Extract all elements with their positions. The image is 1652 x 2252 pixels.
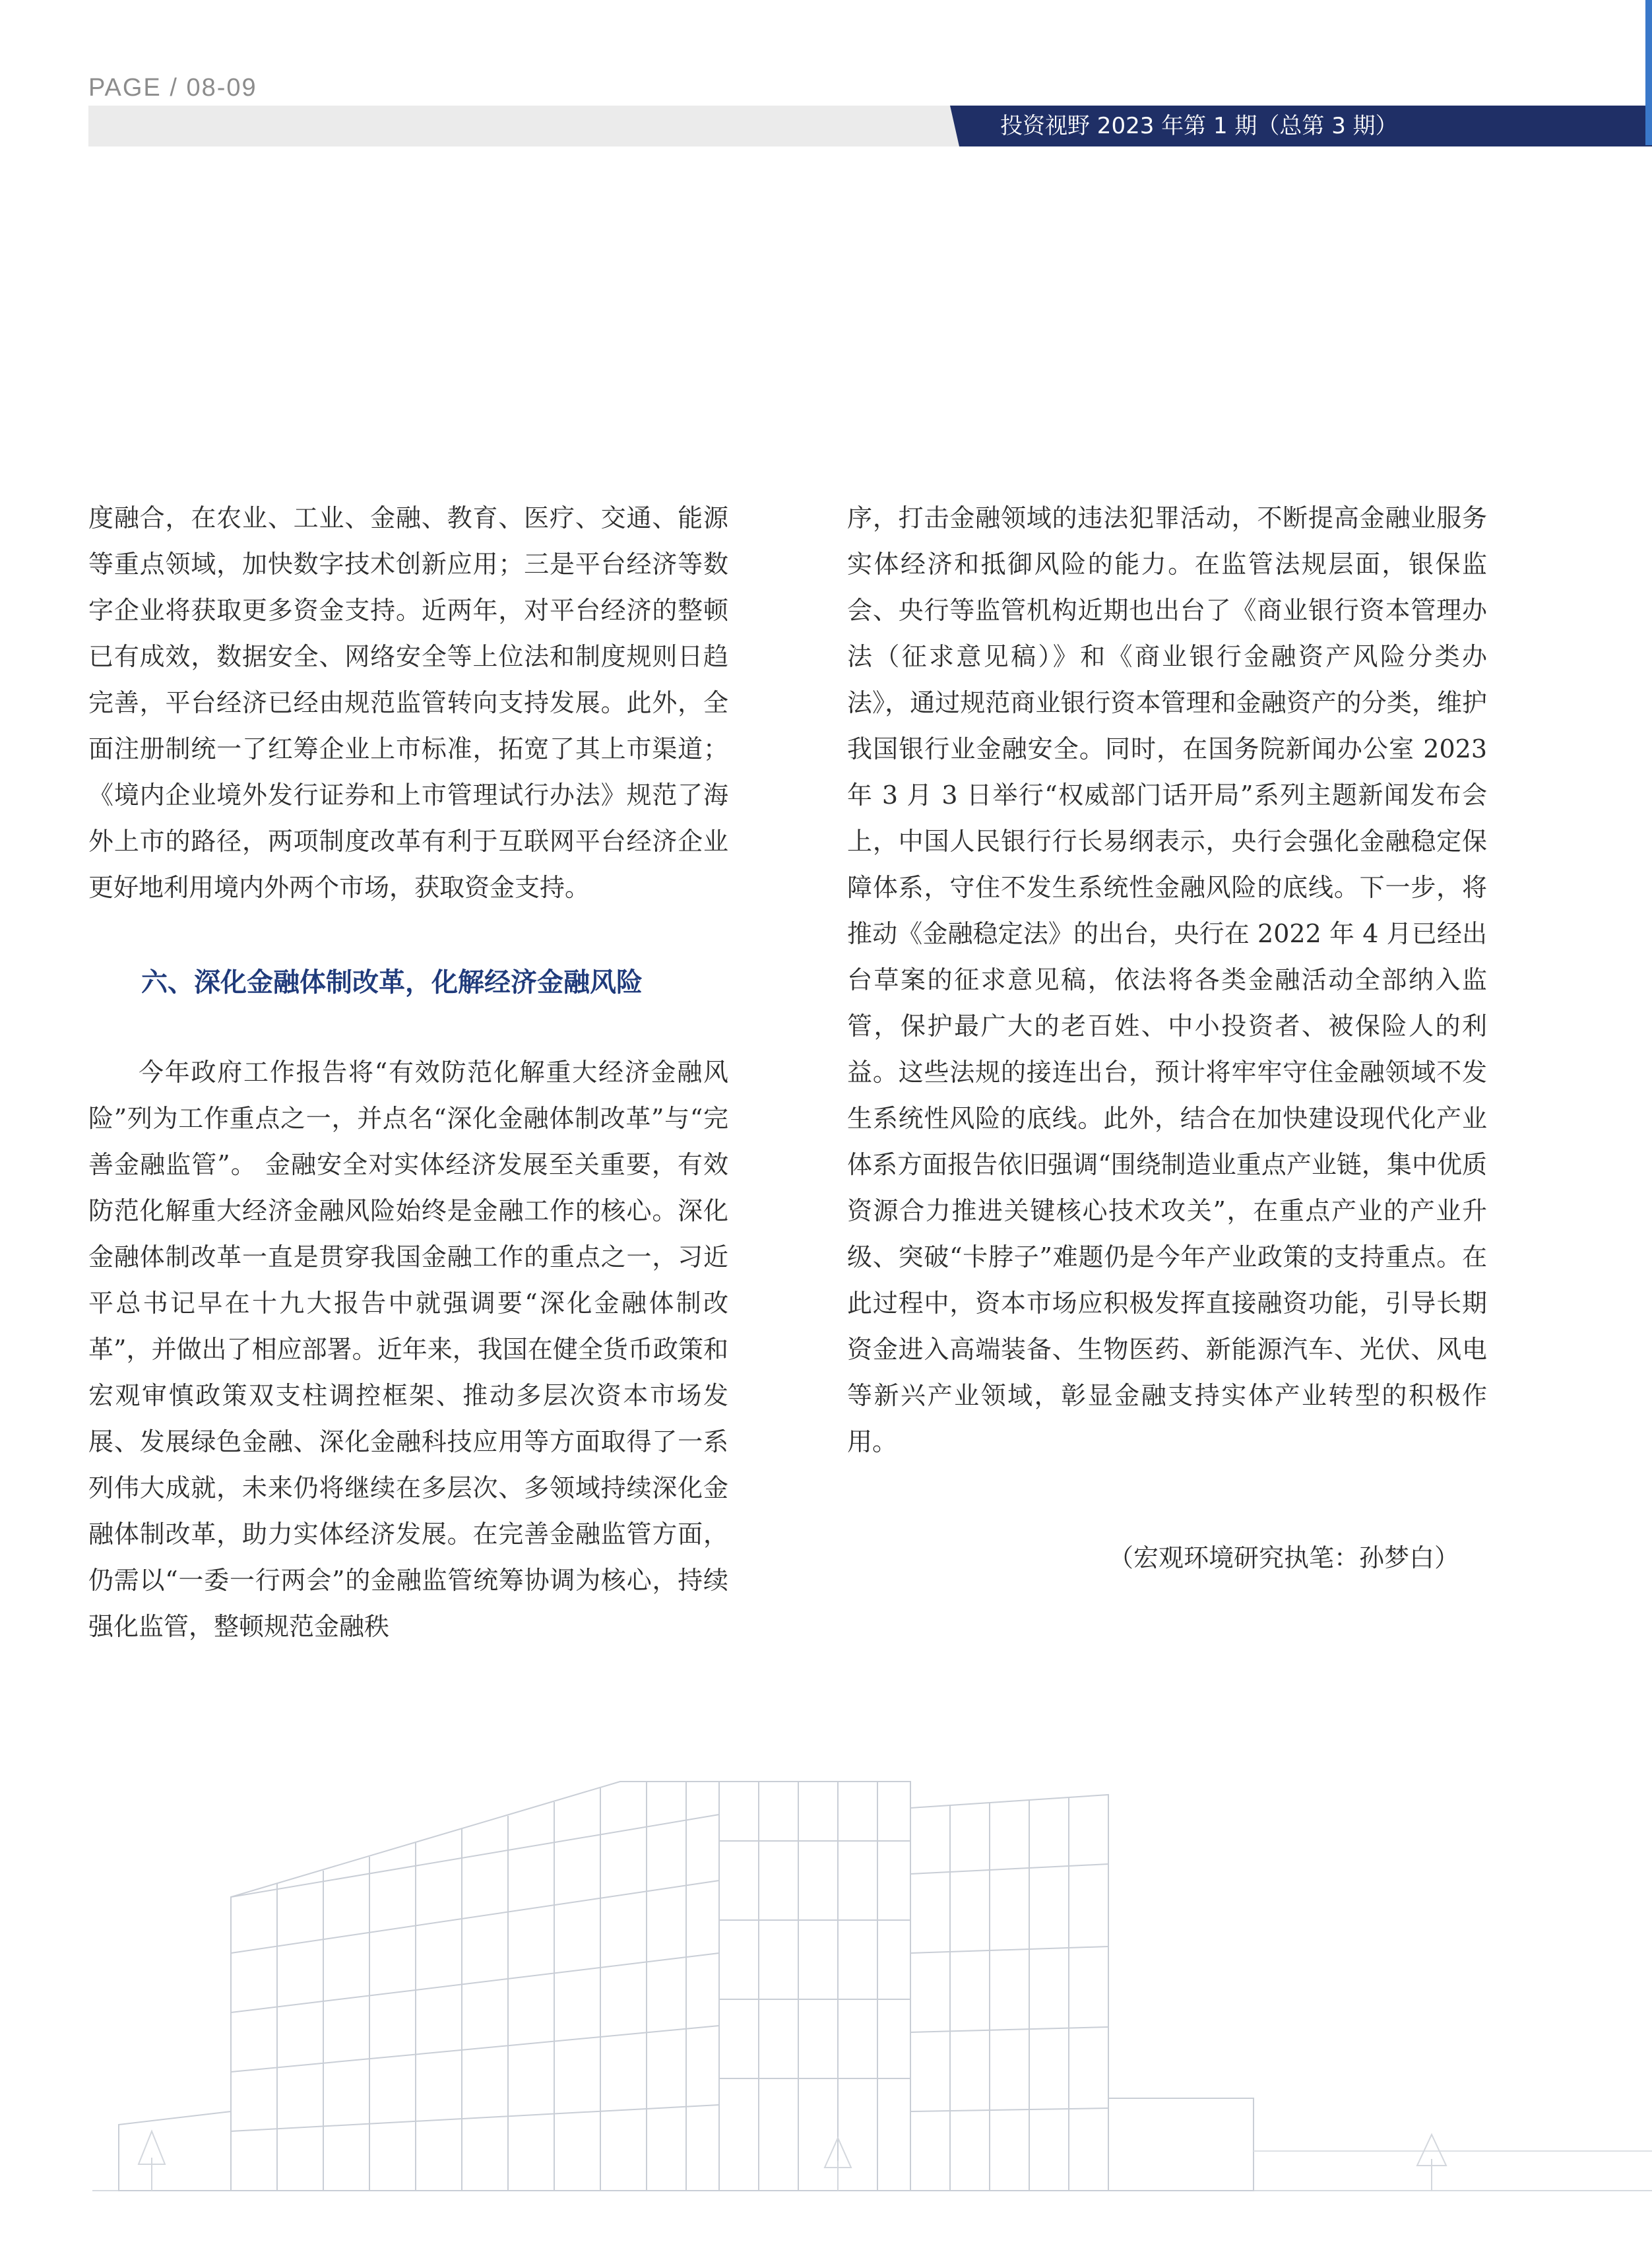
right-column (847, 495, 1487, 1465)
left-paragraph-1: 度融合，在农业、工业、金融、教育、医疗、交通、能源等重点领域，加快数字技术创新应用；三是平台经济等数字企业将获取更多资金支持。近两年，对平台经济的整顿已有成效，数据安全、网络安全等上位法和制度规则日趋完善，平台经济已经由规范监管转向支持发展。此外，全面注册制统一了红筹企业上市标准，拓宽了其上市渠道；《境内企业境外发行证券和上市管理试行办法》规范了海外上市的路径，两项制度改革有利于互联网平台经济企业更好地利用境内外两个市场，获取资金支持。 (88, 503, 728, 902)
right-paragraph-1: 序，打击金融领域的违法犯罪活动，不断提高金融业服务实体经济和抵御风险的能力。在监管法规层面，银保监会、央行等监管机构近期也出台了《商业银行资本管理办法（征求意见稿）》和《商业银行金融资产风险分类办法》，通过规范商业银行资本管理和金融资产的分类，维护我国银行业金融安全。同时，在国务院新闻办公室 2023 年 3 月 3 日举行“权威部门话开局”系列主题新闻发布会上，中国人民银行行长易纲表示，央行会强化金融稳定保障体系，守住不发生系统性金融风险的底线。下一步，将推动《金融稳定法》的出台，央行在 2022 年 4 月已经出台草案的征求意见稿，依法将各类金融活动全部纳入监管，保护最广大的老百姓、中小投资者、被保险人的利益。这些法规的接连出台，预计将牢牢守住金融领域不发生系统性风险的底线。此外，结合在加快建设现代化产业体系方面报告依旧强调“围绕制造业重点产业链，集中优质资源合力推进关键核心技术攻关”，在重点产业的产业升级、突破“卡脖子”难题仍是今年产业政策的支持重点。在此过程中，资本市场应积极发挥直接融资功能，引导长期资金进入高端装备、生物医药、新能源汽车、光伏、风电等新兴产业领域，彰显金融支持实体产业转型的积极作用。 (847, 503, 1487, 1456)
building-illustration (0, 1755, 1652, 2252)
author-byline: （宏观环境研究执笔：孙梦白） (1108, 1543, 1460, 1572)
left-column (88, 495, 728, 1650)
publication-title: 投资视野 2023 年第 1 期（总第 3 期） (1000, 113, 1398, 139)
edge-accent (1645, 0, 1652, 145)
left-paragraph-2: 今年政府工作报告将“有效防范化解重大经济金融风险”列为工作重点之一，并点名“深化金融体制改革”与“完善金融监管”。 金融安全对实体经济发展至关重要，有效防范化解重大经济金融风险始终是金融工作的核心。深化金融体制改革一直是贯穿我国金融工作的重点之一，习近平总书记早在十九大报告中就强调要“深化金融体制改革”，并做出了相应部署。近年来，我国在健全货币政策和宏观审慎政策双支柱调控框架、推动多层次资本市场发展、发展绿色金融、深化金融科技应用等方面取得了一系列伟大成就，未来仍将继续在多层次、多领域持续深化金融体制改革，助力实体经济发展。在完善金融监管方面，仍需以“一委一行两会”的金融监管统筹协调为核心，持续强化监管，整顿规范金融秩 (88, 1058, 728, 1641)
page-number-label: PAGE / 08-09 (88, 74, 257, 102)
section-heading: 六、深化金融体制改革，化解经济金融风险 (141, 967, 643, 998)
